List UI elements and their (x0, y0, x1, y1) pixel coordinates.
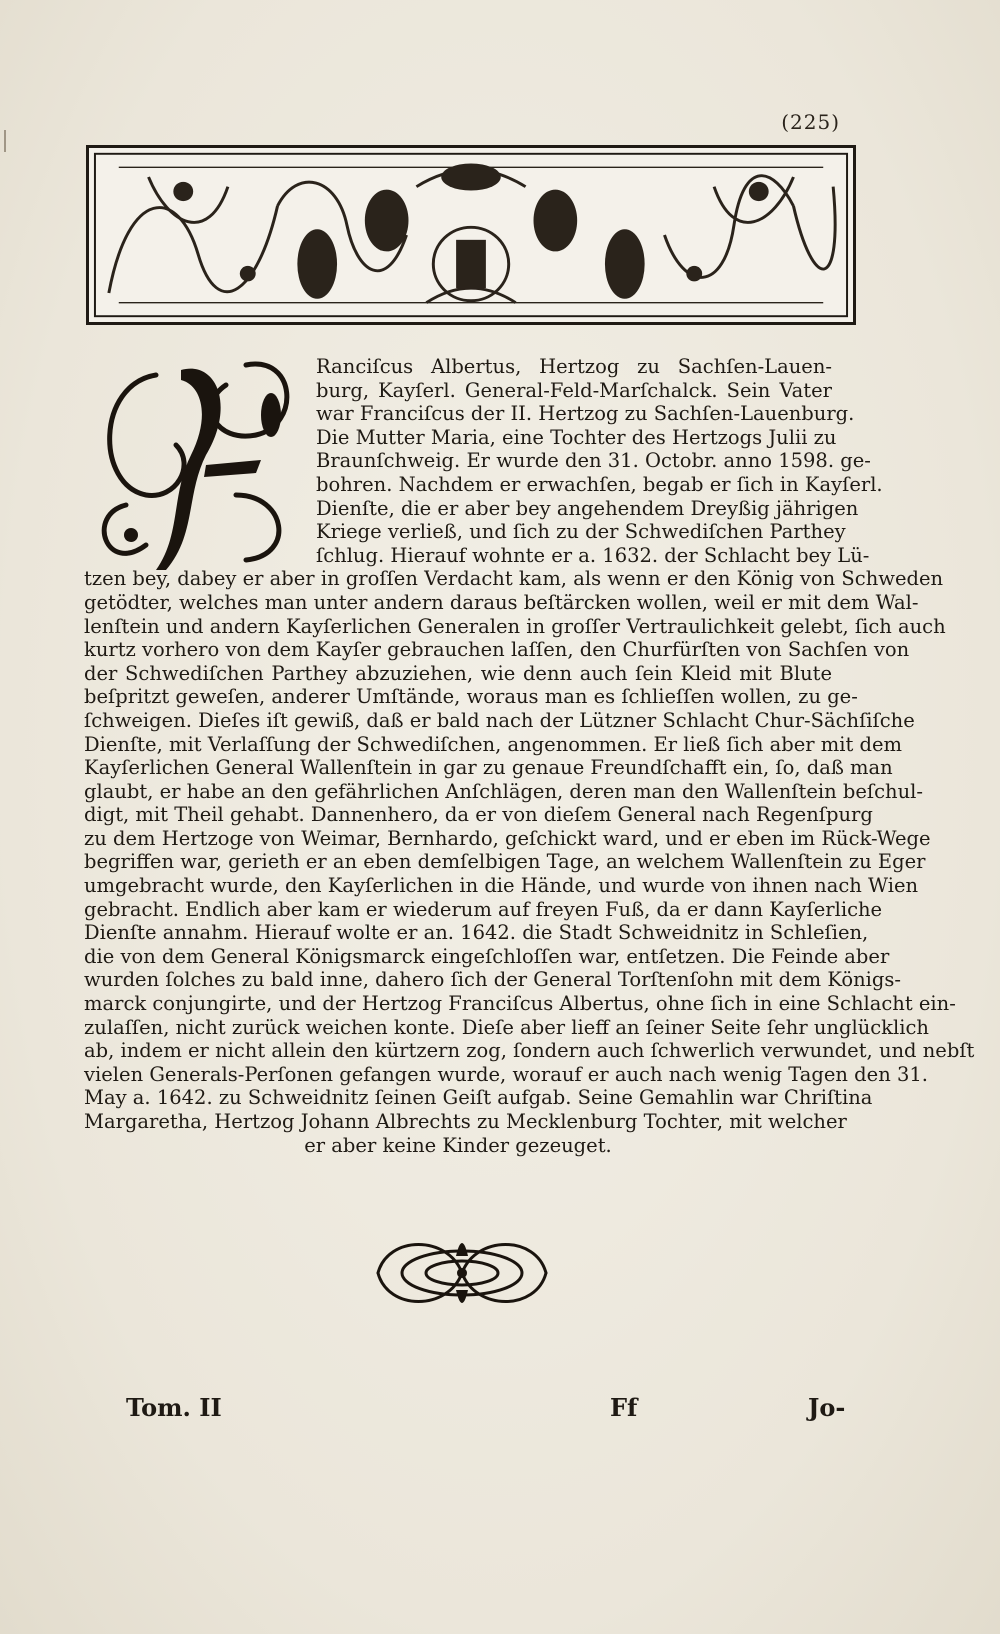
text-line: digt, mit Theil gehabt. Dannenhero, da er von dieſem General nach Regenſpurg (84, 803, 873, 827)
text-line: glaubt, er habe an den gefährlichen Anſchlägen, deren man den Wallenſtein beſchul- (84, 779, 923, 803)
text-line: Die Mutter Maria, eine Tochter des Hertzogs Julii zu (316, 425, 837, 449)
text-line: burg, Kayſerl. General-Feld-Marſchalck. Sein Vater (316, 378, 832, 402)
text-line: der Schwediſchen Parthey abzuziehen, wie denn auch ſein Kleid mit Blute (84, 661, 832, 685)
text-line: Kayſerlichen General Wallenſtein in gar zu genaue Freundſchafft ein, ſo, daß man (84, 756, 893, 780)
headpiece-ornament-icon (89, 148, 853, 322)
text-line: marck conjungirte, und der Hertzog Franciſcus Albertus, ohne ſich in eine Schlacht ein- (84, 992, 956, 1016)
text-line: kurtz vorhero von dem Kayſer gebrauchen laſſen, den Churfürſten von Sachſen von (84, 638, 910, 662)
text-line: zulaſſen, nicht zurück weichen konte. Dieſe aber lieff an ſeiner Seite ſehr unglücklich (84, 1015, 929, 1039)
volume-label: Tom. II (126, 1393, 222, 1422)
tailpiece-flourish-icon (368, 1230, 556, 1316)
text-line: gebracht. Endlich aber kam er wiederum auf freyen Fuß, da er dann Kayſerliche (84, 897, 883, 921)
text-line: Margaretha, Hertzog Johann Albrechts zu Mecklenburg Tochter, mit welcher (84, 1110, 847, 1133)
text-line: war Franciſcus der II. Hertzog zu Sachſen-Lauenburg. (316, 402, 855, 426)
text-line: vielen Generals-Perſonen gefangen wurde, worauf er auch nach wenig Tagen den 31. (84, 1062, 928, 1086)
text-line: Ranciſcus Albertus, Hertzog zu Sachſen-Lauen- (316, 355, 832, 378)
text-line: Dienſte annahm. Hierauf wolte er an. 1642. die Stadt Schweidnitz in Schleſien, (84, 921, 869, 945)
text-line: Dienſte, mit Verlaſſung der Schwediſchen, angenommen. Er ließ ſich aber mit dem (84, 732, 903, 756)
text-line: May a. 1642. zu Schweidnitz ſeinen Geiſt aufgab. Seine Gemahlin war Chriſtina (84, 1086, 873, 1110)
page-edge-mark (4, 130, 6, 152)
text-line: Dienſte, die er aber bey angehendem Dreyßig jährigen (316, 496, 859, 520)
text-line: Braunſchweig. Er wurde den 31. Octobr. anno 1598. ge- (316, 449, 871, 473)
text-line: wurden ſolches zu bald inne, dahero ſich der General Torſtenſohn mit dem Königs- (84, 968, 901, 992)
text-line: begriffen war, gerieth er an eben demſelbigen Tage, an welchem Wallenſtein zu Eger (84, 850, 926, 874)
text-line: beſpritzt geweſen, anderer Umſtände, woraus man es ſchlieſſen wollen, zu ge- (84, 685, 858, 709)
text-line: die von dem General Königsmarck eingeſchloſſen war, entſetzen. Die Feinde aber (84, 944, 890, 968)
article-body (84, 355, 975, 1157)
text-line: bohren. Nachdem er erwachſen, begab er ſich in Kayſerl. (316, 472, 883, 496)
text-line: zu dem Hertzoge von Weimar, Bernhardo, geſchickt ward, und er eben im Rück-Wege (84, 826, 931, 850)
text-line: ab, indem er nicht allein den kürtzern zog, ſondern auch ſchwerlich verwundet, und nebſt (84, 1039, 975, 1063)
text-line: getödter, welches man unter andern daraus beſtärcken wollen, weil er mit dem Wal- (84, 590, 919, 614)
catchword: Jo- (808, 1393, 846, 1422)
text-line: er aber keine Kinder gezeuget. (304, 1133, 612, 1157)
text-line: Kriege verließ, und ſich zu der Schwediſchen Parthey (316, 520, 846, 544)
text-line: ſchlug. Hierauf wohnte er a. 1632. der Schlacht bey Lü- (316, 543, 870, 567)
ornamental-headpiece (86, 145, 856, 325)
page-number: (225) (781, 110, 840, 134)
text-line: umgebracht wurde, den Kayſerlichen in die Hände, und wurde von ihnen nach Wien (84, 874, 919, 898)
text-line: tzen bey, dabey er aber in groſſen Verdacht kam, als wenn er den König von Schweden (84, 567, 944, 591)
text-line: lenſtein und andern Kayſerlichen Generalen in groſſer Vertraulichkeit gelebt, ſich auch (84, 614, 946, 638)
text-line: ſchweigen. Dieſes iſt gewiß, daß er bald nach der Lützner Schlacht Chur-Sächſiſche (84, 708, 915, 732)
tailpiece-ornament (368, 1230, 556, 1316)
signature-mark: Ff (610, 1393, 638, 1422)
